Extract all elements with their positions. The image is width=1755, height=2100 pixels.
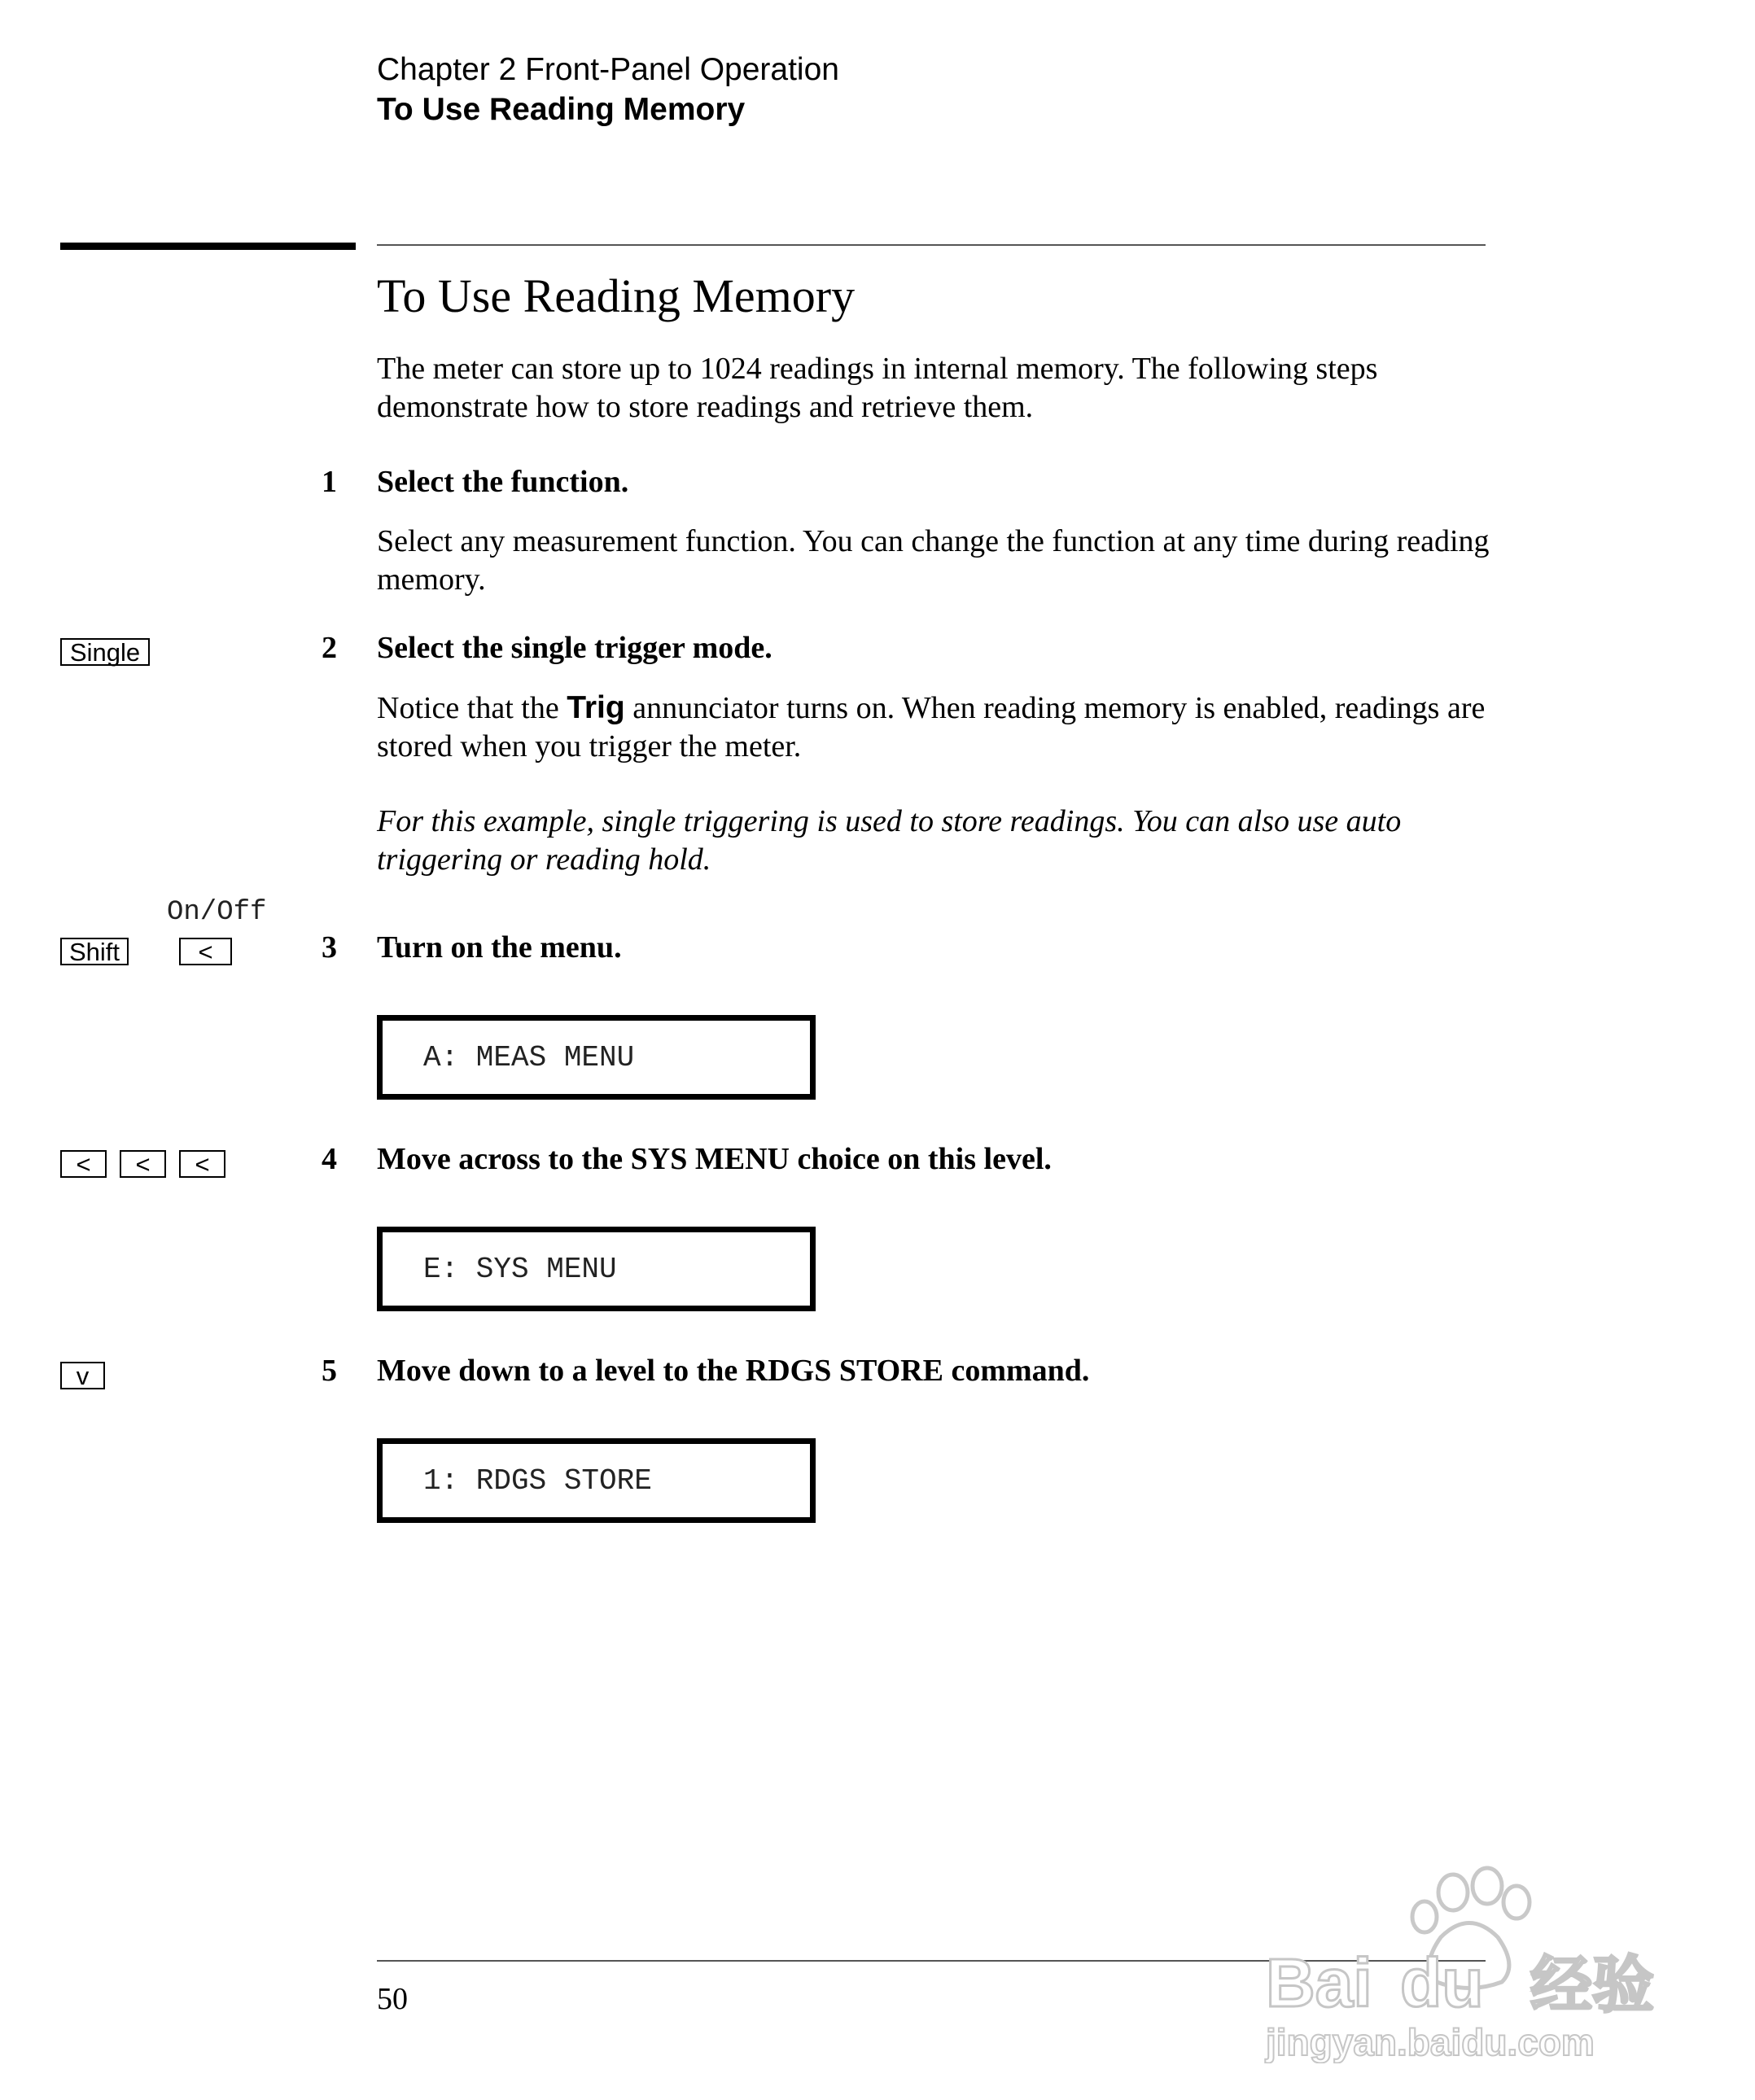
single-key: Single bbox=[60, 638, 150, 666]
baidu-watermark-logo bbox=[1258, 1860, 1681, 2063]
section-rule-thick bbox=[60, 243, 356, 250]
svg-text:du: du bbox=[1400, 1945, 1484, 2021]
svg-text:经验: 经验 bbox=[1530, 1949, 1654, 2021]
left-arrow-key: < bbox=[179, 1150, 225, 1178]
trig-annunciator-name: Trig bbox=[567, 690, 625, 725]
step-2-description bbox=[377, 689, 1500, 766]
display-sys-menu: E: SYS MENU bbox=[377, 1227, 816, 1311]
step-2-description-end: annunciator turns on. When reading memory is enabled, readings are stored when you trigger the meter. bbox=[377, 691, 1486, 763]
left-arrow-key: < bbox=[179, 938, 232, 965]
chapter-header: Chapter 2 Front-Panel Operation bbox=[377, 52, 839, 87]
step-5-number: 5 bbox=[322, 1354, 337, 1388]
shift-key: Shift bbox=[60, 938, 129, 965]
display-rdgs-store: 1: RDGS STORE bbox=[377, 1438, 816, 1523]
left-arrow-key: < bbox=[120, 1150, 166, 1178]
step-1-title: Select the function. bbox=[377, 465, 629, 499]
page-title: To Use Reading Memory bbox=[377, 269, 856, 322]
on-off-shift-label: On/Off bbox=[167, 897, 267, 928]
step-3-number: 3 bbox=[322, 930, 337, 965]
step-4-title: Move across to the SYS MENU choice on this level. bbox=[377, 1142, 1052, 1176]
svg-text:Bai: Bai bbox=[1266, 1945, 1372, 2021]
step-2-title: Select the single trigger mode. bbox=[377, 631, 772, 665]
step-4-number: 4 bbox=[322, 1142, 337, 1176]
step-1-description: Select any measurement function. You can change the function at any time during reading memory. bbox=[377, 524, 1490, 597]
svg-text:jingyan.baidu.com: jingyan.baidu.com bbox=[1266, 2021, 1595, 2063]
section-header: To Use Reading Memory bbox=[377, 92, 746, 127]
step-2-note: For this example, single triggering is used to store readings. You can also use auto triggering or reading hold. bbox=[377, 804, 1402, 877]
section-rule-thin bbox=[377, 244, 1486, 246]
step-5-title: Move down to a level to the RDGS STORE command. bbox=[377, 1354, 1090, 1388]
step-3-title: Turn on the menu. bbox=[377, 930, 622, 965]
step-2-description-start: Notice that the bbox=[377, 691, 567, 725]
intro-paragraph: The meter can store up to 1024 readings in internal memory. The following steps demonstrate how to store readings and retrieve them. bbox=[377, 352, 1378, 424]
down-arrow-key: v bbox=[60, 1362, 105, 1389]
step-2-number: 2 bbox=[322, 631, 337, 665]
left-arrow-key: < bbox=[60, 1150, 107, 1178]
step-1-number: 1 bbox=[322, 465, 337, 499]
display-meas-menu: A: MEAS MENU bbox=[377, 1015, 816, 1100]
page-number: 50 bbox=[377, 1982, 408, 2016]
